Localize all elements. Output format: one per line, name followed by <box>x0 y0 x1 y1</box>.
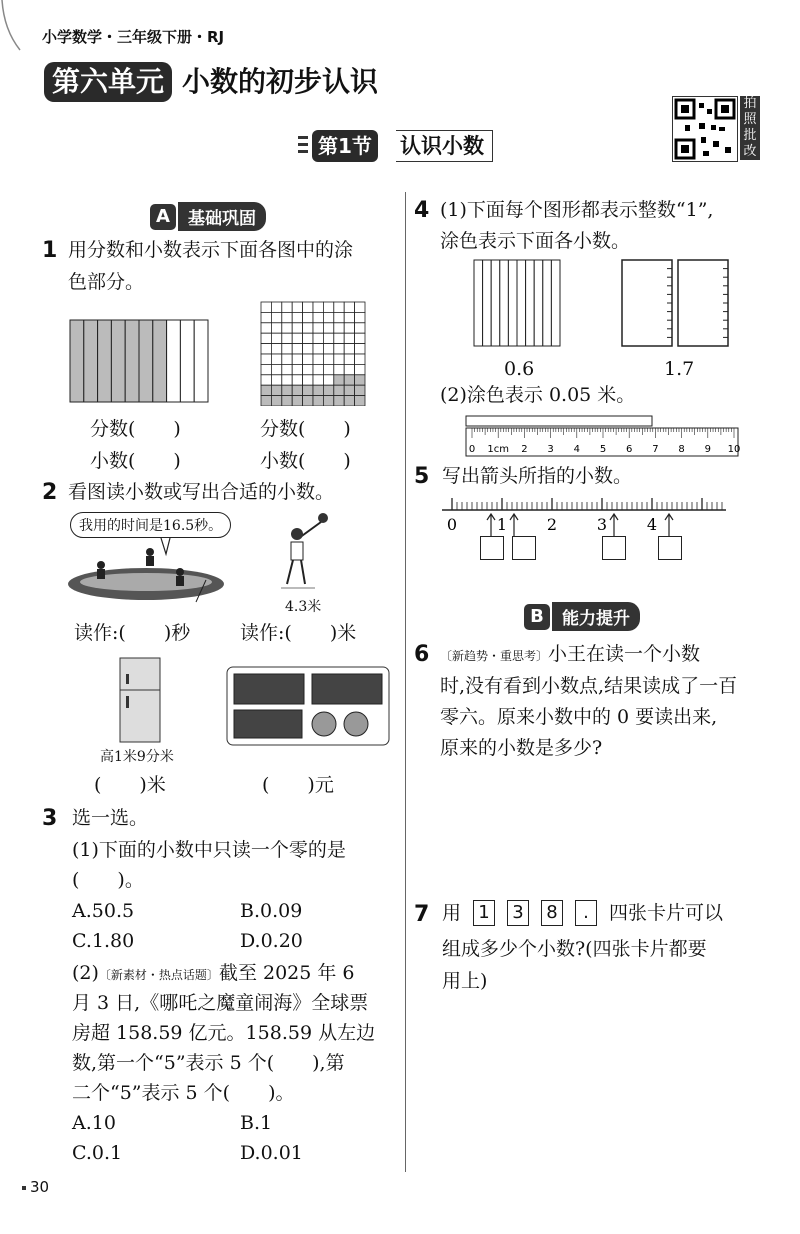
q1-grid-cell <box>271 323 281 333</box>
q1-grid-cell <box>334 385 344 395</box>
q1-grid-cell <box>355 333 365 343</box>
q4-strip[interactable] <box>508 260 517 346</box>
q1-grid-cell <box>303 354 313 364</box>
q3-p2-option-d[interactable]: D.0.01 <box>240 1142 303 1164</box>
q7-line2: 组成多少个小数?(四张卡片都要 <box>442 938 707 960</box>
refrigerator-illustration <box>118 656 162 744</box>
q1-decimal-blank-2[interactable]: 小数( ) <box>260 450 351 472</box>
q3-p2-tag: 〔新素材・热点话题〕 <box>98 968 219 982</box>
q1-grid-cell <box>313 354 323 364</box>
q3-p2-option-a[interactable]: A.10 <box>72 1112 116 1134</box>
q4-strip[interactable] <box>474 260 483 346</box>
q1-strip <box>98 320 112 402</box>
q1-grid-cell <box>344 375 354 385</box>
q1-decimal-blank-1[interactable]: 小数( ) <box>90 450 181 472</box>
q1-grid-cell <box>271 375 281 385</box>
q3-p2-option-b[interactable]: B.1 <box>240 1112 273 1134</box>
q1-grid-cell <box>344 354 354 364</box>
q1-grid-cell <box>313 312 323 322</box>
q1-grid-cell <box>261 333 271 343</box>
ruler-label: 7 <box>652 444 659 455</box>
q1-grid-cell <box>261 396 271 406</box>
q1-strip <box>84 320 98 402</box>
q5-answer-box-1[interactable] <box>480 536 504 560</box>
q1-grid-cell <box>344 323 354 333</box>
q1-grid-cell <box>355 344 365 354</box>
section-title: 认识小数 <box>396 130 493 162</box>
q4-strip[interactable] <box>534 260 543 346</box>
q1-grid-cell <box>334 375 344 385</box>
part-b-heading <box>524 602 640 631</box>
q5-answer-box-3[interactable] <box>602 536 626 560</box>
q1-grid-cell <box>355 323 365 333</box>
ruler-label: 9 <box>704 444 711 455</box>
arrow-up-icon <box>510 514 518 536</box>
q1-grid-cell <box>303 323 313 333</box>
q1-grid-cell <box>334 323 344 333</box>
q3-p2-option-c[interactable]: C.0.1 <box>72 1142 123 1164</box>
q1-grid-cell <box>282 375 292 385</box>
q3-p1-answer-blank[interactable]: ( )。 <box>72 869 144 891</box>
section-badge: 第1节 <box>312 130 378 162</box>
numline-label: 0 <box>446 515 458 534</box>
q1-grid-cell <box>261 323 271 333</box>
q1-grid-cell <box>271 354 281 364</box>
q4-strip-square[interactable] <box>472 258 564 350</box>
q1-grid-cell <box>271 385 281 395</box>
q1-grid-cell <box>303 375 313 385</box>
q3-p1-option-b[interactable]: B.0.09 <box>240 900 303 922</box>
q2-read-right[interactable]: 读作:( )米 <box>240 622 357 644</box>
q4-two-rectangles[interactable] <box>620 258 742 350</box>
qr-pattern-icon <box>673 97 737 161</box>
q1-grid-cell <box>282 333 292 343</box>
q3-p2-line4[interactable]: 数,第一个“5”表示 5 个( ),第 <box>72 1052 345 1074</box>
ruler-label: 3 <box>547 444 554 455</box>
q2-speech-bubble: 我用的时间是16.5秒。 <box>70 512 231 538</box>
q1-grid-cell <box>303 396 313 406</box>
q1-grid-cell <box>323 333 333 343</box>
q1-grid-cell <box>303 344 313 354</box>
numline-label: 4 <box>646 515 658 534</box>
q7-line3: 用上) <box>442 970 488 992</box>
ruler-label: 2 <box>521 444 528 455</box>
q1-grid-cell <box>292 385 302 395</box>
q7-post: 四张卡片可以 <box>609 902 724 924</box>
q1-grid-cell <box>261 302 271 312</box>
q1-grid-cell <box>292 312 302 322</box>
unit-title: 小数的初步认识 <box>182 65 379 98</box>
q1-grid-cell <box>292 396 302 406</box>
q1-strip <box>194 320 208 402</box>
q3-p2-line5[interactable]: 二个“5”表示 5 个( )。 <box>72 1082 295 1104</box>
q4-strip[interactable] <box>517 260 526 346</box>
q1-grid-cell <box>261 312 271 322</box>
q1-grid-cell <box>303 302 313 312</box>
q6-line3: 零六。原来小数中的 0 要读出来, <box>440 706 718 728</box>
part-b-title: 能力提升 <box>552 602 640 631</box>
ruler-label: 0 <box>468 444 476 455</box>
q1-strip <box>111 320 125 402</box>
q1-grid-cell <box>313 364 323 374</box>
q2-read-left[interactable]: 读作:( )秒 <box>74 622 191 644</box>
q5-number: 5 <box>414 464 430 489</box>
q1-strip <box>139 320 153 402</box>
q1-grid-figure <box>259 300 369 406</box>
q7-card-8: 8 <box>541 900 563 926</box>
q6-tag: 〔新趋势・重思考〕 <box>440 649 549 663</box>
q1-grid-cell <box>282 396 292 406</box>
q5-answer-box-4[interactable] <box>658 536 682 560</box>
numline-label: 3 <box>596 515 608 534</box>
q1-grid-cell <box>355 375 365 385</box>
q1-grid-cell <box>334 364 344 374</box>
q1-grid-cell <box>282 312 292 322</box>
q1-grid-cell <box>282 344 292 354</box>
q2-meter-blank[interactable]: ( )米 <box>94 774 166 796</box>
q4-number: 4 <box>414 198 430 223</box>
q7-line1 <box>442 898 723 928</box>
q1-grid-cell <box>282 364 292 374</box>
q1-grid-cell <box>355 385 365 395</box>
q1-strip <box>180 320 194 402</box>
ruler-label: 1cm <box>487 444 510 455</box>
arrow-up-icon <box>610 514 618 536</box>
q6-line1 <box>440 639 700 671</box>
q1-grid-cell <box>323 354 333 364</box>
q4-line1: (1)下面每个图形都表示整数“1”, <box>440 199 714 221</box>
q1-grid-cell <box>261 385 271 395</box>
q3-p1-option-d[interactable]: D.0.20 <box>240 930 303 952</box>
q1-grid-cell <box>271 312 281 322</box>
q1-grid-cell <box>323 364 333 374</box>
q1-grid-cell <box>303 385 313 395</box>
part-a-letter: A <box>150 204 176 230</box>
q1-grid-cell <box>261 354 271 364</box>
q2-yuan-blank[interactable]: ( )元 <box>262 774 334 796</box>
q7-number: 7 <box>414 902 430 927</box>
q1-grid-cell <box>323 385 333 395</box>
money-illustration <box>226 666 390 746</box>
q6-line4: 原来的小数是多少? <box>440 737 603 759</box>
q1-grid-cell <box>344 344 354 354</box>
page-number: 30 <box>30 1178 50 1196</box>
q2-fridge-caption: 高1米9分米 <box>100 749 174 765</box>
q1-grid-cell <box>292 302 302 312</box>
ruler-label: 4 <box>573 444 580 455</box>
numline-label: 1 <box>496 515 508 534</box>
q4-strip[interactable] <box>500 260 509 346</box>
q4-label-a: 0.6 <box>504 358 535 380</box>
running-track-illustration <box>66 510 226 606</box>
q1-strip <box>153 320 167 402</box>
q1-grid-cell <box>323 396 333 406</box>
ruler-label: 6 <box>626 444 633 455</box>
q3-p1-option-a[interactable]: A.50.5 <box>72 900 135 922</box>
series-label: 小学数学・三年级下册・RJ <box>42 28 225 46</box>
q1-grid-cell <box>282 385 292 395</box>
q4-strip[interactable] <box>526 260 535 346</box>
banner-stripe-icon <box>298 134 310 158</box>
q3-p2-line1 <box>72 958 355 990</box>
q1-grid-cell <box>313 344 323 354</box>
q1-grid-cell <box>344 385 354 395</box>
q1-grid-cell <box>261 375 271 385</box>
q1-grid-cell <box>261 364 271 374</box>
q1-grid-cell <box>303 333 313 343</box>
q3-p1-option-c[interactable]: C.1.80 <box>72 930 135 952</box>
q1-grid-cell <box>292 364 302 374</box>
arrow-up-icon <box>665 514 673 536</box>
q1-grid-cell <box>334 302 344 312</box>
q1-grid-cell <box>313 396 323 406</box>
q1-grid-cell <box>334 354 344 364</box>
q3-p2-label: (2) <box>72 962 99 984</box>
q1-grid-cell <box>323 323 333 333</box>
q2-number: 2 <box>42 480 58 505</box>
column-divider <box>405 192 406 1172</box>
q1-grid-cell <box>292 354 302 364</box>
qr-label: 拍照批改 <box>740 96 760 160</box>
q1-grid-cell <box>282 302 292 312</box>
q1-grid-cell <box>334 344 344 354</box>
q1-grid-cell <box>271 396 281 406</box>
q1-grid-cell <box>355 302 365 312</box>
q1-grid-cell <box>334 396 344 406</box>
q3-p1-line1: (1)下面的小数中只读一个零的是 <box>72 839 346 861</box>
q1-grid-cell <box>355 396 365 406</box>
q1-grid-cell <box>292 333 302 343</box>
q6-line1-text: 小王在读一个小数 <box>548 643 701 665</box>
q4-ruler[interactable] <box>464 414 740 458</box>
q3-p2-text: 截至 2025 年 6 <box>218 962 355 984</box>
q1-grid-cell <box>323 312 333 322</box>
high-jump-child-illustration <box>275 512 335 592</box>
q7-card-1: 1 <box>473 900 495 926</box>
qr-code[interactable] <box>672 96 738 162</box>
page-marker <box>22 1186 26 1190</box>
q1-strip <box>70 320 84 402</box>
q1-grid-cell <box>271 333 281 343</box>
q1-grid-cell <box>313 302 323 312</box>
q1-number: 1 <box>42 238 58 263</box>
q6-number: 6 <box>414 642 430 667</box>
q1-grid-cell <box>261 344 271 354</box>
unit-badge: 第六单元 <box>44 62 172 102</box>
q5-answer-box-2[interactable] <box>512 536 536 560</box>
q1-grid-cell <box>271 344 281 354</box>
arrow-up-icon <box>487 514 495 536</box>
q4-strip[interactable] <box>483 260 492 346</box>
q1-strip <box>167 320 181 402</box>
q1-grid-cell <box>344 302 354 312</box>
q3-p2-line3: 房超 158.59 亿元。158.59 从左边 <box>72 1022 376 1044</box>
q4-strip[interactable] <box>551 260 560 346</box>
q1-grid-cell <box>323 344 333 354</box>
ruler-label: 10 <box>727 444 740 455</box>
q1-grid-cell <box>292 344 302 354</box>
q1-grid-cell <box>313 333 323 343</box>
q1-grid-cell <box>292 323 302 333</box>
part-b-letter: B <box>524 604 550 630</box>
q5-text: 写出箭头所指的小数。 <box>442 465 633 487</box>
q1-grid-cell <box>344 364 354 374</box>
q1-grid-cell <box>313 375 323 385</box>
q1-fraction-blank-1[interactable]: 分数( ) <box>90 418 181 440</box>
q1-grid-cell <box>334 333 344 343</box>
q1-grid-cell <box>344 396 354 406</box>
q1-grid-cell <box>355 364 365 374</box>
ruler-label: 5 <box>599 444 607 455</box>
q1-grid-cell <box>292 375 302 385</box>
q1-grid-cell <box>344 333 354 343</box>
q1-grid-cell <box>303 364 313 374</box>
q2-height-caption: 4.3米 <box>285 599 322 615</box>
q2-text: 看图读小数或写出合适的小数。 <box>68 481 335 503</box>
q1-grid-cell <box>344 312 354 322</box>
part-a-title: 基础巩固 <box>178 202 266 231</box>
q1-grid-cell <box>313 385 323 395</box>
q1-grid-cell <box>271 302 281 312</box>
q1-grid-cell <box>334 312 344 322</box>
q3-p2-line2: 月 3 日,《哪吒之魔童闹海》全球票 <box>72 992 369 1014</box>
q1-grid-cell <box>303 312 313 322</box>
q1-fraction-blank-2[interactable]: 分数( ) <box>260 418 351 440</box>
q3-title: 选一选。 <box>72 807 149 829</box>
numline-label: 2 <box>546 515 558 534</box>
q1-grid-cell <box>355 354 365 364</box>
ruler-label: 8 <box>678 444 685 455</box>
q1-grid-cell <box>323 375 333 385</box>
q1-grid-cell <box>355 312 365 322</box>
q6-line2: 时,没有看到小数点,结果读成了一百 <box>440 675 738 697</box>
q1-line1: 用分数和小数表示下面各图中的涂 <box>68 239 354 261</box>
q4-label-b: 1.7 <box>664 358 695 380</box>
q4-part2: (2)涂色表示 0.05 米。 <box>440 384 636 406</box>
q3-number: 3 <box>42 806 58 831</box>
q4-strip[interactable] <box>543 260 552 346</box>
q1-strip <box>125 320 139 402</box>
q1-grid-cell <box>323 302 333 312</box>
q1-strip-figure <box>68 318 210 404</box>
q1-grid-cell <box>282 354 292 364</box>
q1-line2: 色部分。 <box>68 271 145 293</box>
page-corner <box>0 0 40 60</box>
q1-grid-cell <box>282 323 292 333</box>
q7-card-dot: . <box>575 900 597 926</box>
q4-strip[interactable] <box>491 260 500 346</box>
q1-grid-cell <box>271 364 281 374</box>
q7-pre: 用 <box>442 902 462 924</box>
q1-grid-cell <box>313 323 323 333</box>
part-a-heading <box>150 202 266 231</box>
q4-line2: 涂色表示下面各小数。 <box>440 230 631 252</box>
q7-card-3: 3 <box>507 900 529 926</box>
